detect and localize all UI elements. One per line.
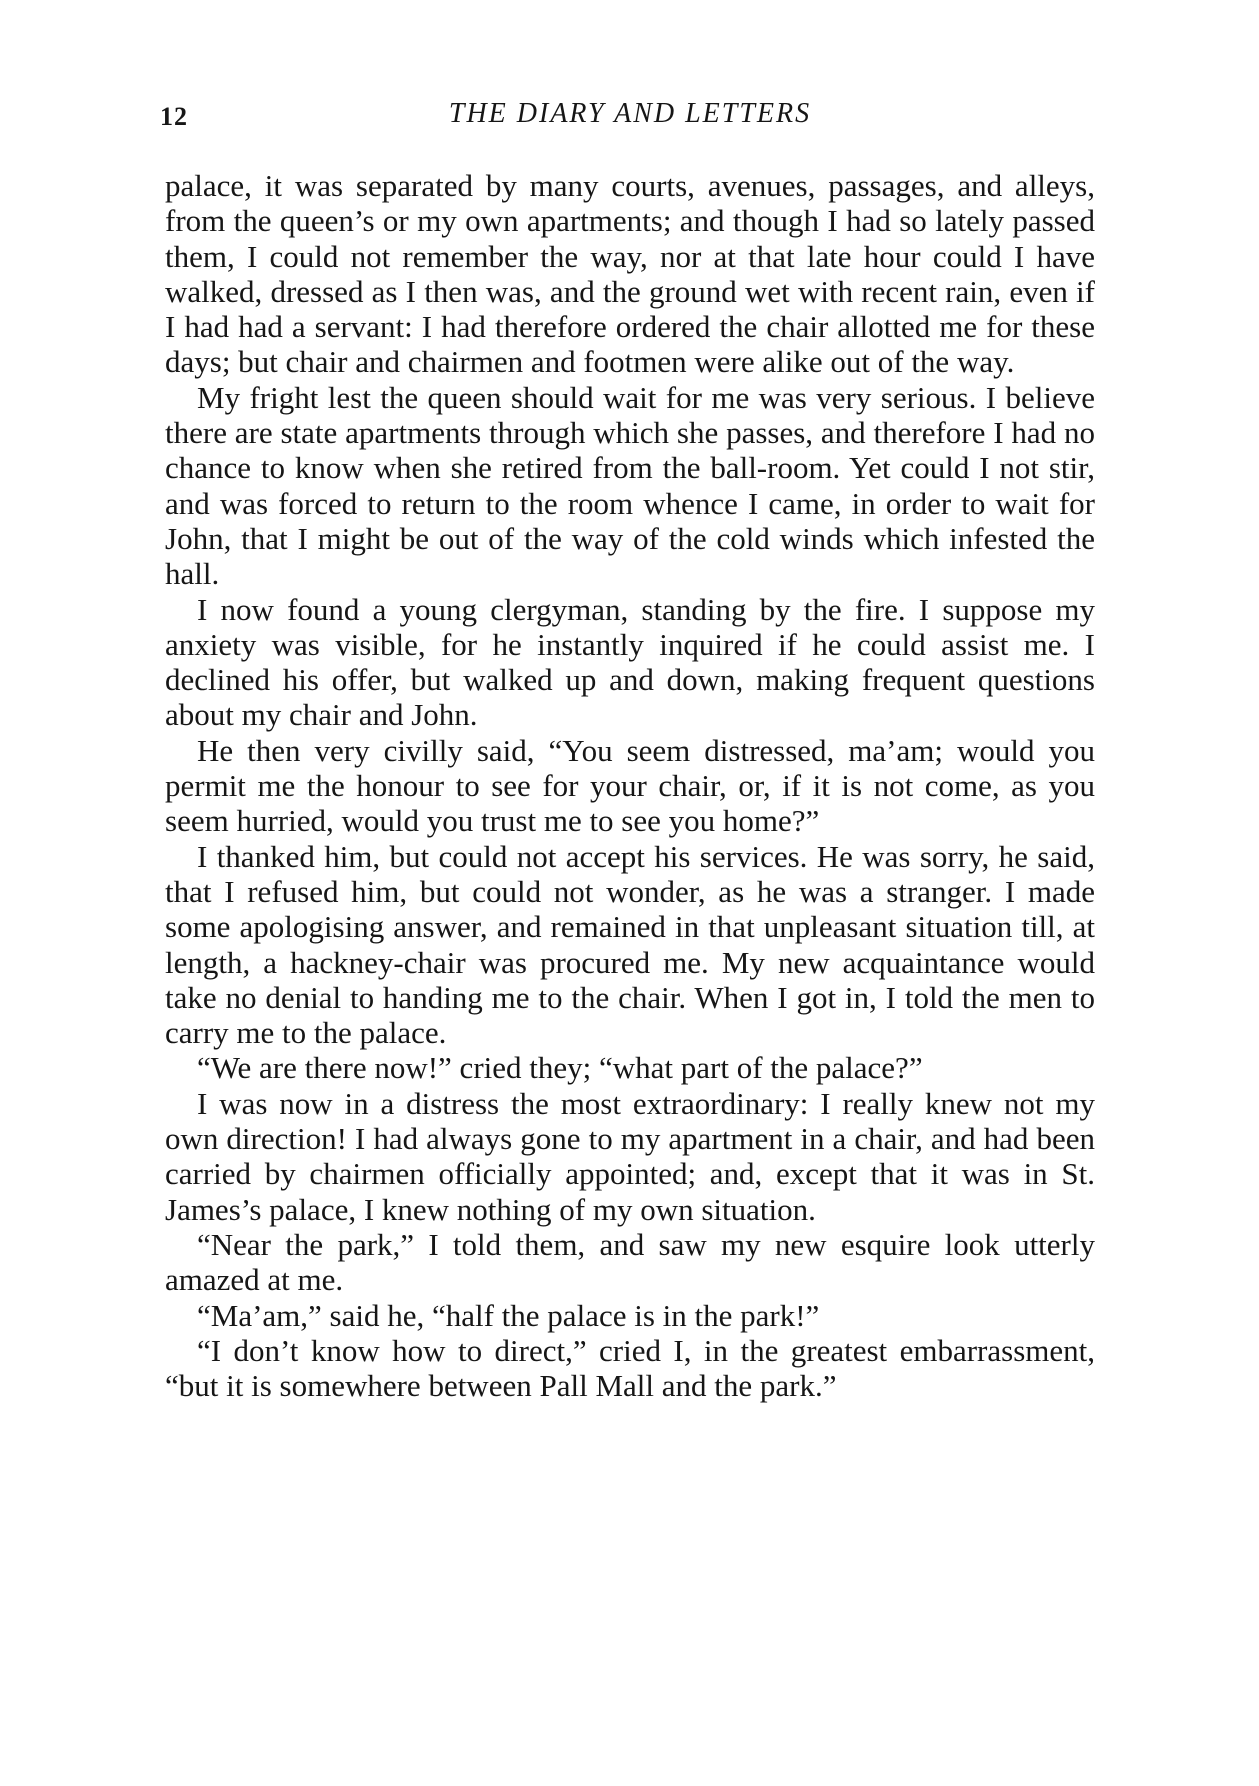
paragraph: “I don’t know how to direct,” cried I, in the greatest embarrassment, “but it is somewhere between Pall Mall and the park.” [165, 1332, 1095, 1404]
paragraph: I now found a young clergyman, standing by the fire. I suppose my anxiety was visible, for he instantly inquired if he could assist me. I declined his offer, but walked up and down, making frequent questions about my chair and John. [165, 591, 1095, 733]
running-head [160, 98, 1100, 138]
body-text [165, 168, 1095, 1403]
paragraph: He then very civilly said, “You seem distressed, ma’am; would you permit me the honour to see for your chair, or, if it is not come, as you seem hurried, would you trust me to see you home?” [165, 732, 1095, 839]
paragraph: “We are there now!” cried they; “what part of the palace?” [197, 1050, 923, 1086]
paragraph: My fright lest the queen should wait for me was very serious. I believe there are state apartments through which she passes, and therefore I had no chance to know when she retired from the ball-room. Yet could I not stir, and was forced to return to the room whence I came, in order to wait for John, that I might be out of the way of the cold winds which infested the hall. [165, 379, 1095, 592]
paragraph: I was now in a distress the most extraordinary: I really knew not my own direction! I had always gone to my apartment in a chair, and had been carried by chairmen officially appointed; and, except that it was in St. James’s palace, I knew nothing of my own situation. [165, 1085, 1095, 1227]
paragraph: “Ma’am,” said he, “half the palace is in the park!” [197, 1297, 820, 1333]
paragraph-continued: palace, it was separated by many courts, avenues, passages, and alleys, from the queen’s or my own apartments; and though I had so lately passed them, I could not remember the way, nor at that late hour could I have walked, dressed as I then was, and the ground wet with recent rain, even if I had had a servant: I had therefore ordered the chair allotted me for these days; but chair and chairmen and footmen were alike out of the way. [165, 168, 1095, 380]
page-number: 12 [160, 102, 188, 131]
paragraph: “Near the park,” I told them, and saw my new esquire look utterly amazed at me. [165, 1226, 1095, 1298]
book-title: THE DIARY AND LETTERS [448, 98, 812, 129]
paragraph: I thanked him, but could not accept his services. He was sorry, he said, that I refused him, but could not wonder, as he was a stranger. I made some apologising answer, and remained in that unpleasant situation till, at length, a hackney-chair was procured me. My new acquaintance would take no denial to handing me to the chair. When I got in, I told the men to carry me to the palace. [165, 838, 1095, 1051]
